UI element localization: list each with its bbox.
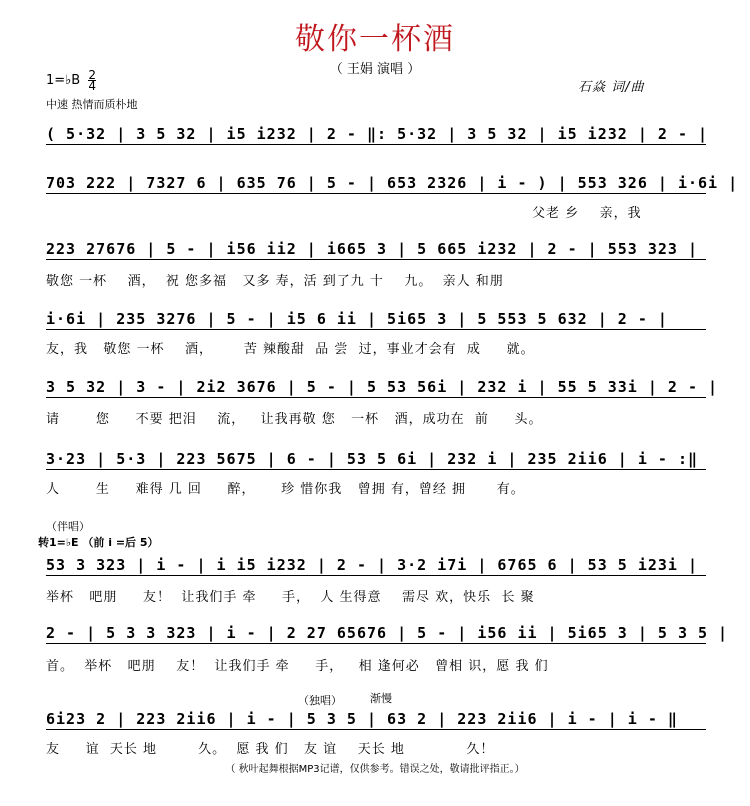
lyrics-line-6: 人 生 难得 几 回 醉， 珍 惜你我 曾拥 有，曾经 拥 有。: [46, 482, 525, 497]
notation-line-6: 3·23 | 5·3 | 223 5675 | 6 - | 53 5 6i | 232 i | 235 2ii6 | i - :‖: [46, 450, 706, 470]
slowing-label: 渐慢: [370, 692, 392, 705]
notation-line-7: 53 3 323 | i - | i i5 i232 | 2 - | 3·2 i7i | 6765 6 | 53 5 i23i |: [46, 556, 706, 576]
footer-note: （ 秋叶起舞根据MP3记谱，仅供参考。错误之处，敬请批评指正。）: [225, 764, 525, 775]
time-sig-bottom: 4: [88, 79, 96, 93]
key-signature: [46, 70, 96, 91]
tempo-marking: 中速 热情而质朴地: [46, 98, 138, 111]
notation-line-9: 6i23 2 | 223 2ii6 | i - | 5 3 5 | 63 2 | 223 2ii6 | i - | i - ‖: [46, 710, 706, 730]
accompany-label: （伴唱）: [46, 520, 90, 533]
composer-credit: 石焱 词/曲: [578, 80, 645, 95]
lyrics-line-5: 请 您 不要 把泪 流， 让我再敬 您 一杯 酒，成功在 前 头。: [46, 412, 543, 427]
notation-line-5: 3 5 32 | 3 - | 2i2 3676 | 5 - | 5 53 56i | 232 i | 55 5 33i | 2 - |: [46, 378, 719, 396]
lyrics-line-3: 敬您 一杯 酒， 祝 您多福 又多 寿，活 到了九 十 九。 亲人 和朋: [46, 274, 504, 289]
notation-line-2: 703 222 | 7327 6 | 635 76 | 5 - | 653 2326 | i - ) | 553 326 | i·6i |: [46, 174, 739, 192]
time-signature: [88, 70, 96, 91]
performer: （ 王娟 演唱 ）: [329, 62, 421, 77]
notation-line-1: ( 5·32 | 3 5 32 | i5 i232 | 2 - ‖: 5·32 | 3 5 32 | i5 i232 | 2 - |: [46, 125, 709, 143]
notation-line-4: i·6i | 235 3276 | 5 - | i5 6 ii | 5i65 3 | 5 553 5 632 | 2 - |: [46, 310, 706, 330]
lyrics-line-9: 友 谊 天长 地 久。 愿 我 们 友 谊 天长 地 久！: [46, 742, 495, 757]
song-title: 敬你一杯酒: [295, 22, 455, 57]
solo-label: （独唱）: [298, 694, 342, 707]
lyrics-line-4: 友，我 敬您 一杯 酒， 苦 辣酸甜 品 尝 过，事业才会有 成 就。: [46, 342, 535, 357]
notation-line-8: 2 - | 5 3 3 323 | i - | 2 27 65676 | 5 - | i56 ii | 5i65 3 | 5 3 5 |: [46, 624, 729, 642]
key-label: 1=♭B: [46, 73, 81, 88]
notation-line-3: 223 27676 | 5 - | i56 ii2 | i665 3 | 5 665 i232 | 2 - | 553 323 |: [46, 240, 706, 260]
lyrics-line-2: 父老 乡 亲，我: [532, 206, 642, 221]
time-sig-top: 2: [88, 68, 96, 82]
lyrics-line-7: 举杯 吧朋 友！ 让我们手 牵 手， 人 生得意 需尽 欢，快乐 长 聚: [46, 590, 535, 605]
lyrics-line-8: 首。 举杯 吧朋 友！ 让我们手 牵 手， 相 逢何必 曾相 识，愿 我 们: [46, 659, 549, 674]
modulation-label: 转1=♭E （前 i =后 5）: [38, 536, 159, 549]
